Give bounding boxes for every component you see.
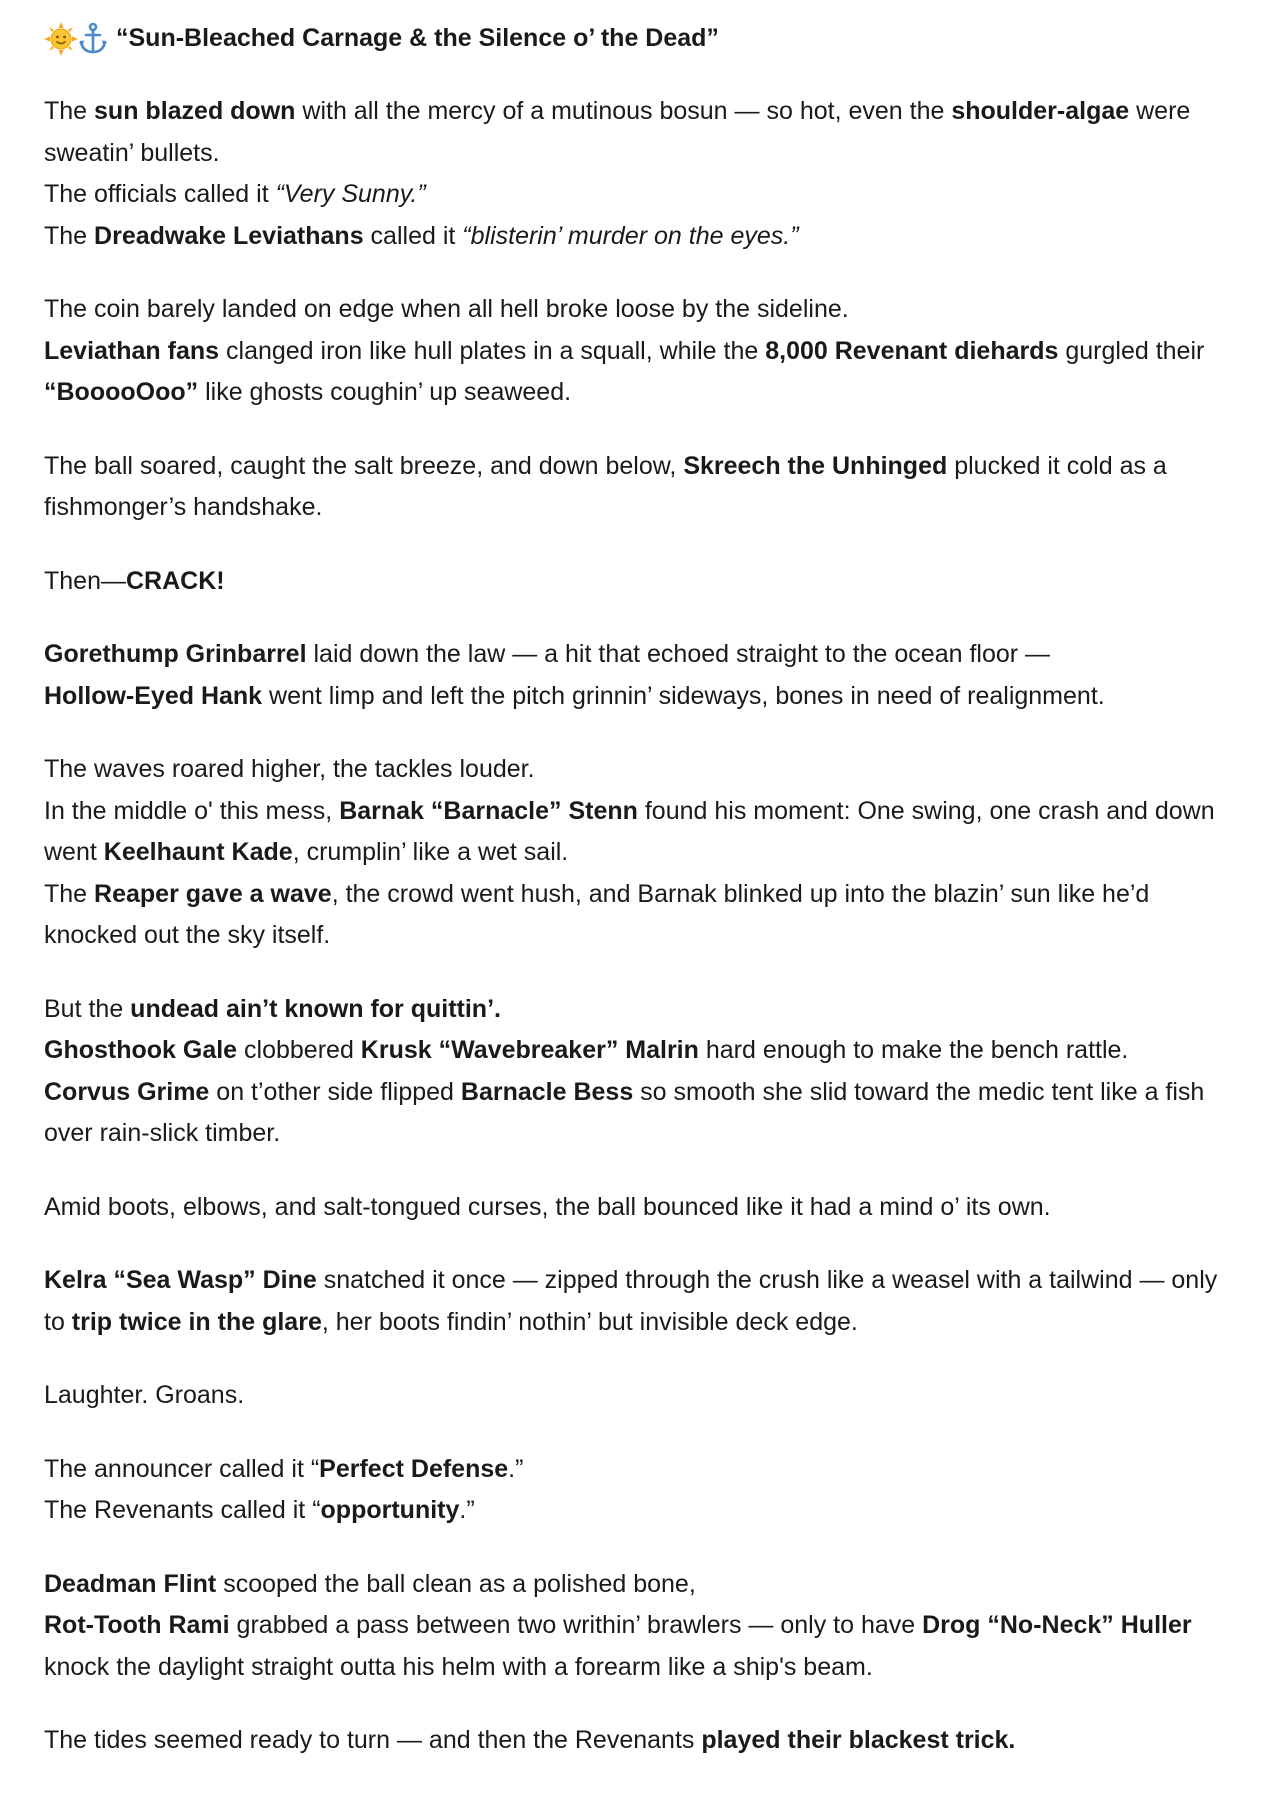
document-title-row [44,18,1244,60]
text-run: grabbed a pass between two writhin’ brawlers — only to have [229,1611,923,1639]
paragraph-line [44,749,1244,791]
bold-text: Gorethump Grinbarrel [44,640,307,668]
text-run: But the [44,994,131,1023]
text-run: like ghosts coughin’ up seaweed. [198,378,572,406]
text-run: gurgled their [1058,336,1205,365]
text-run: The coin barely landed on edge when all hell broke loose by the sideline. [44,295,849,323]
bold-text: CRACK! [125,566,225,595]
paragraph-line [44,1187,1244,1229]
bold-text: Reaper gave a wave [94,879,332,908]
bold-text: Hollow-Eyed Hank [44,681,263,710]
paragraph [44,1564,1244,1689]
paragraph-line [44,1072,1244,1155]
paragraph-line [44,989,1244,1031]
italic-text: “Very Sunny.” [275,180,426,208]
title-icons [44,22,108,56]
text-run: were sweatin’ bullets. [44,97,1191,167]
paragraph-line [44,331,1244,414]
bold-text: Leviathan fans [44,336,220,365]
text-run: hard enough to make the bench rattle. [698,1036,1129,1064]
text-run: .” [459,1496,475,1524]
bold-text: 8,000 Revenant diehards [765,336,1059,365]
paragraph-line [44,791,1244,874]
bold-text: Krusk “Wavebreaker” Malrin [360,1036,699,1064]
bold-text: Rot-Tooth Rami [44,1611,230,1639]
text-run: scooped the ball clean as a polished bone, [216,1569,696,1598]
text-run: The [44,221,95,250]
bold-text: Deadman Flint [44,1569,217,1598]
paragraph [44,1720,1244,1762]
paragraph [44,749,1244,957]
text-run: on t’other side flipped [209,1077,461,1106]
paragraph-line [44,174,1244,216]
paragraph-line [44,216,1244,258]
paragraph-line [44,561,1244,603]
text-run: called it [363,221,463,250]
text-run: clobbered [237,1036,361,1064]
paragraph [44,1260,1244,1343]
bold-text: Dreadwake Leviathans [94,221,364,250]
paragraph [44,989,1244,1155]
paragraph [44,91,1244,257]
text-run: so smooth she slid toward the medic tent like a fish over rain-slick timber. [44,1077,1205,1147]
paragraph-line [44,446,1244,529]
document-title: “Sun-Bleached Carnage & the Silence o’ the Dead” [116,24,719,53]
text-run: The [44,97,95,125]
text-run: In the middle o' this mess, [44,796,340,825]
paragraph-line [44,1605,1244,1688]
bold-text: Ghosthook Gale [44,1036,238,1064]
italic-text: “blisterin’ murder on the eyes.” [462,221,799,250]
paragraph [44,446,1244,529]
paragraph-line [44,1375,1244,1417]
bold-text: Barnacle Bess [460,1077,634,1106]
paragraph-line [44,1449,1244,1491]
bold-text: undead ain’t known for quittin’. [130,994,501,1023]
paragraph [44,634,1244,717]
text-run: , the crowd went hush, and Barnak blinked up into the blazin’ sun like he’d knocked out the sky itself. [44,879,1150,949]
text-run: clanged iron like hull plates in a squall, while the [219,336,766,365]
text-run: Laughter. Groans. [44,1381,245,1409]
paragraph-line [44,874,1244,957]
paragraph-line [44,1260,1244,1343]
paragraph-line [44,1720,1244,1762]
bold-text: Kelra “Sea Wasp” Dine [44,1266,317,1294]
bold-text: Drog “No-Neck” Huller [922,1611,1192,1639]
text-run: The officials called it [44,180,276,208]
paragraph-line [44,634,1244,676]
text-run: Then— [44,566,126,595]
text-run: .” [508,1454,524,1483]
bold-text: Barnak “Barnacle” Stenn [339,796,638,825]
paragraph-line [44,1564,1244,1606]
bold-text: Keelhaunt Kade [103,838,293,866]
text-run: The [44,879,95,908]
bold-text: Skreech the Unhinged [683,451,948,480]
paragraph-line [44,676,1244,718]
text-run: The announcer called it “ [44,1454,320,1483]
text-run: found his moment: One swing, one crash and down went [44,796,1215,866]
text-run: snatched it once — zipped through the crush like a weasel with a tailwind — only to [44,1266,1218,1336]
paragraph [44,1449,1244,1532]
text-run: The ball soared, caught the salt breeze, and down below, [44,451,684,480]
paragraph [44,1187,1244,1229]
text-run: Amid boots, elbows, and salt-tongued curses, the ball bounced like it had a mind o’ its own. [44,1192,1051,1221]
text-run: The waves roared higher, the tackles louder. [44,755,535,783]
sun-icon [44,22,78,56]
bold-text: “BooooOoo” [44,378,199,406]
paragraph [44,289,1244,414]
paragraph-list [44,91,1244,1762]
paragraph-line [44,91,1244,174]
text-run: laid down the law — a hit that echoed straight to the ocean floor — [306,640,1051,668]
paragraph-line [44,1490,1244,1532]
bold-text: opportunity [320,1496,460,1524]
document-body [44,18,1244,1794]
text-run: , crumplin’ like a wet sail. [292,838,569,866]
bold-text: Corvus Grime [44,1077,210,1106]
text-run: The tides seemed ready to turn — and then the Revenants [44,1726,702,1754]
bold-text: Perfect Defense [319,1454,509,1483]
text-run: knock the daylight straight outta his helm with a forearm like a ship's beam. [44,1652,873,1681]
text-run: The Revenants called it “ [44,1496,321,1524]
text-run: with all the mercy of a mutinous bosun — so hot, even the [295,97,952,125]
paragraph [44,561,1244,603]
anchor-icon [78,22,108,56]
paragraph-line [44,1030,1244,1072]
bold-text: played their blackest trick. [701,1726,1016,1754]
paragraph [44,1375,1244,1417]
bold-text: trip twice in the glare [71,1307,322,1336]
text-run: plucked it cold as a fishmonger’s handshake. [44,451,1167,521]
text-run: , her boots findin’ nothin’ but invisible deck edge. [321,1307,858,1336]
bold-text: sun blazed down [94,97,296,125]
bold-text: shoulder-algae [951,97,1130,125]
paragraph-line [44,289,1244,331]
text-run: went limp and left the pitch grinnin’ sideways, bones in need of realignment. [262,681,1105,710]
